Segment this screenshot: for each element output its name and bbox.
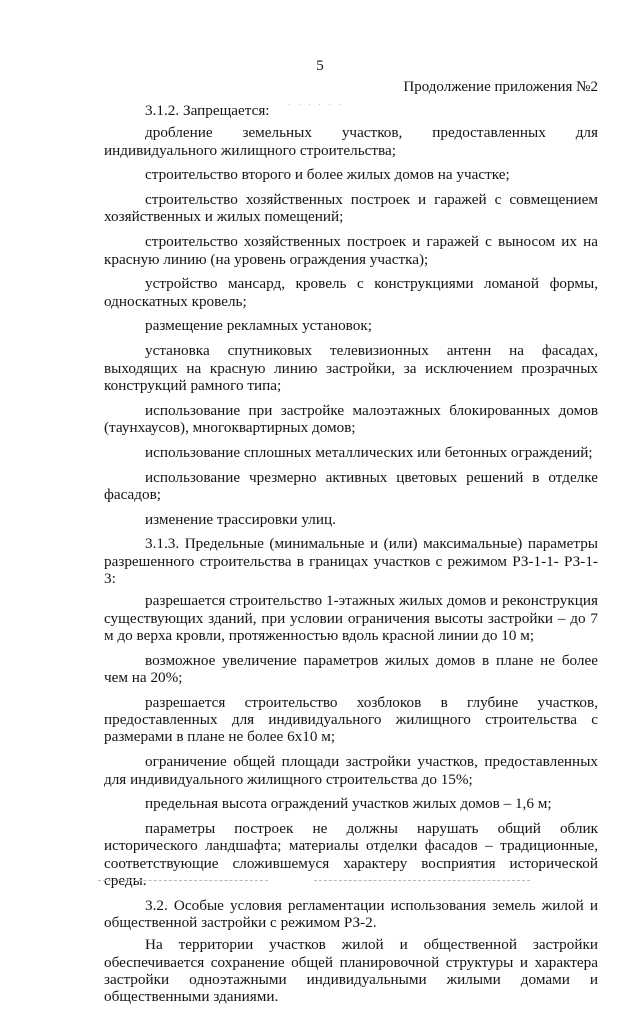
scan-artifact: · · · · · · [288,101,344,109]
prohibition-item: изменение трассировки улиц. [145,510,336,528]
prohibition-item: использование при застройке малоэтажных блокированных домов (таунхаусов), многоквартирных домов; [104,401,598,436]
parameter-item: возможное увеличение параметров жилых домов в плане не более чем на 20%; [104,651,598,687]
prohibition-item: строительство второго и более жилых домов на участке; [145,166,510,184]
prohibition-item: использование чрезмерно активных цветовых решений в отделке фасадов; [104,468,598,503]
prohibition-item: установка спутниковых телевизионных антенн на фасадах, выходящих на красную линию застройки, за исключением прозрачных конструкций рамного типа; [104,342,598,394]
prohibition-item: строительство хозяйственных построек и гаражей с совмещением хозяйственных и жилых помещений; [104,191,598,226]
parameter-item: разрешается строительство хозблоков в глубине участков, предоставленных для индивидуального жилищного строительства с размерами в плане не более 6х10 м; [104,693,598,746]
footer-divider-right [314,880,530,881]
parameter-item: предельная высота ограждений участков жилых домов – 1,6 м; [145,795,552,813]
prohibition-item: использование сплошных металлических или бетонных ограждений; [145,443,593,461]
appendix-continuation-note: Продолжение приложения №2 [403,79,598,95]
parameter-item: параметры построек не должны нарушать общий облик исторического ландшафта; материалы отделки фасадов – традиционные, соответствующие сложившемуся характеру восприятия исторической среды. [104,820,598,889]
document-body [104,102,598,1013]
footer-divider-left [98,880,268,881]
section-heading-3-2: 3.2. Особые условия регламентации использования земель жилой и общественной застройки с режимом РЗ-2. [104,896,598,932]
parameter-item: ограничение общей площади застройки участков, предоставленных для индивидуального жилищного строительства до 15%; [104,753,598,788]
section-heading-3-1-2: 3.1.2. Запрещается: [145,102,270,119]
section-3-2-paragraph: На территории участков жилой и общественной застройки обеспечивается сохранение общей планировочной структуры и характера застройки одноэтажными индивидуальными жилыми домами и общественными зданиями. [104,936,598,1006]
parameter-item: разрешается строительство 1-этажных жилых домов и реконструкция существующих зданий, при условии ограничения высоты застройки – до 7 м до верха кровли, протяженностью вдоль красной линии до 10 м; [104,592,598,644]
prohibition-item: размещение рекламных установок; [145,317,372,335]
section-heading-3-1-3: 3.1.3. Предельные (минимальные и (или) максимальные) параметры разрешенного строительства в границах участков с режимом РЗ-1-1- РЗ-1-3: [104,535,598,588]
prohibition-item: строительство хозяйственных построек и гаражей с выносом их на красную линию (на уровень ограждения участка); [104,233,598,268]
page-number: 5 [316,58,324,74]
prohibition-item: устройство мансард, кровель с конструкциями ломаной формы, односкатных кровель; [104,275,598,310]
prohibition-item: дробление земельных участков, предоставленных для индивидуального жилищного строительства; [104,124,598,159]
